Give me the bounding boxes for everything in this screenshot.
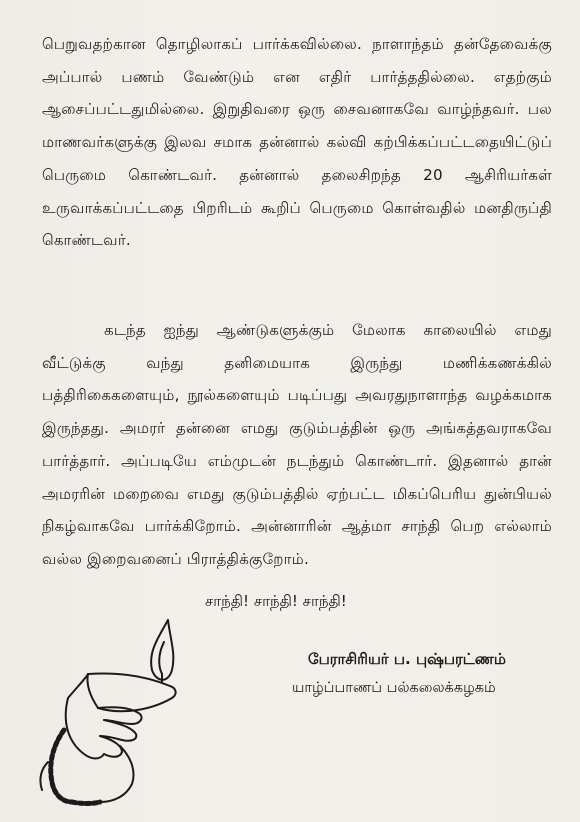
closing-blessing: சாந்தி! சாந்தி! சாந்தி! xyxy=(205,592,347,610)
signature-affiliation: யாழ்ப்பாணப் பல்கலைக்கழகம் xyxy=(292,680,496,696)
signature-name: பேராசிரியர் ப. புஷ்பரட்ணம் xyxy=(308,650,506,668)
paragraph-1: பெறுவதற்கான தொழிலாகப் பார்க்கவில்லை. நாளாந்தம் தன்தேவைக்கு அப்பால் பணம் வேண்டும் என எதிர் பார்த்ததில்லை. எதற்கும் ஆசைப்பட்டதுமில்லை. இறுதிவரை ஒரு சைவனாகவே வாழ்ந்தவர். பல மாணவர்களுக்கு இலவ சமாக தன்னால் கல்வி கற்பிக்கப்பட்டதையிட்டுப் பெருமை கொண்டவர். தன்னால் தலைசிறந்த 20 ஆசிரியர்கள் உருவாக்கப்பட்டதை பிறரிடம் கூறிப் பெருமை கொள்வதில் மனதிருப்தி கொண்டவர். xyxy=(42,35,552,250)
paragraph-2: கடந்த ஐந்து ஆண்டுகளுக்கும் மேலாக காலையில் எமது வீட்டுக்கு வந்து தனிமையாக இருந்து மணிக்கணக்கில் பத்திரிகைகளையும், நூல்களையும் படிப்பது அவரதுநாளாந்த வழக்கமாக இருந்தது. அமரர் தன்னை எமது குடும்பத்தின் ஒரு அங்கத்தவராகவே பார்த்தார். அப்படியே எம்முடன் நடந்தும் கொண்டார். இதனால் தான் அமரரின் மறைவை எமது குடும்பத்தில் ஏற்பட்ட மிகப்பெரிய துன்பியல் நிகழ்வாகவே பார்க்கிறோம். அன்னாரின் ஆத்மா சாந்தி பெற எல்லாம் வல்ல இறைவனைப் பிராத்திக்குறோம். xyxy=(42,321,552,568)
oil-lamp-in-hand-icon xyxy=(28,612,228,812)
